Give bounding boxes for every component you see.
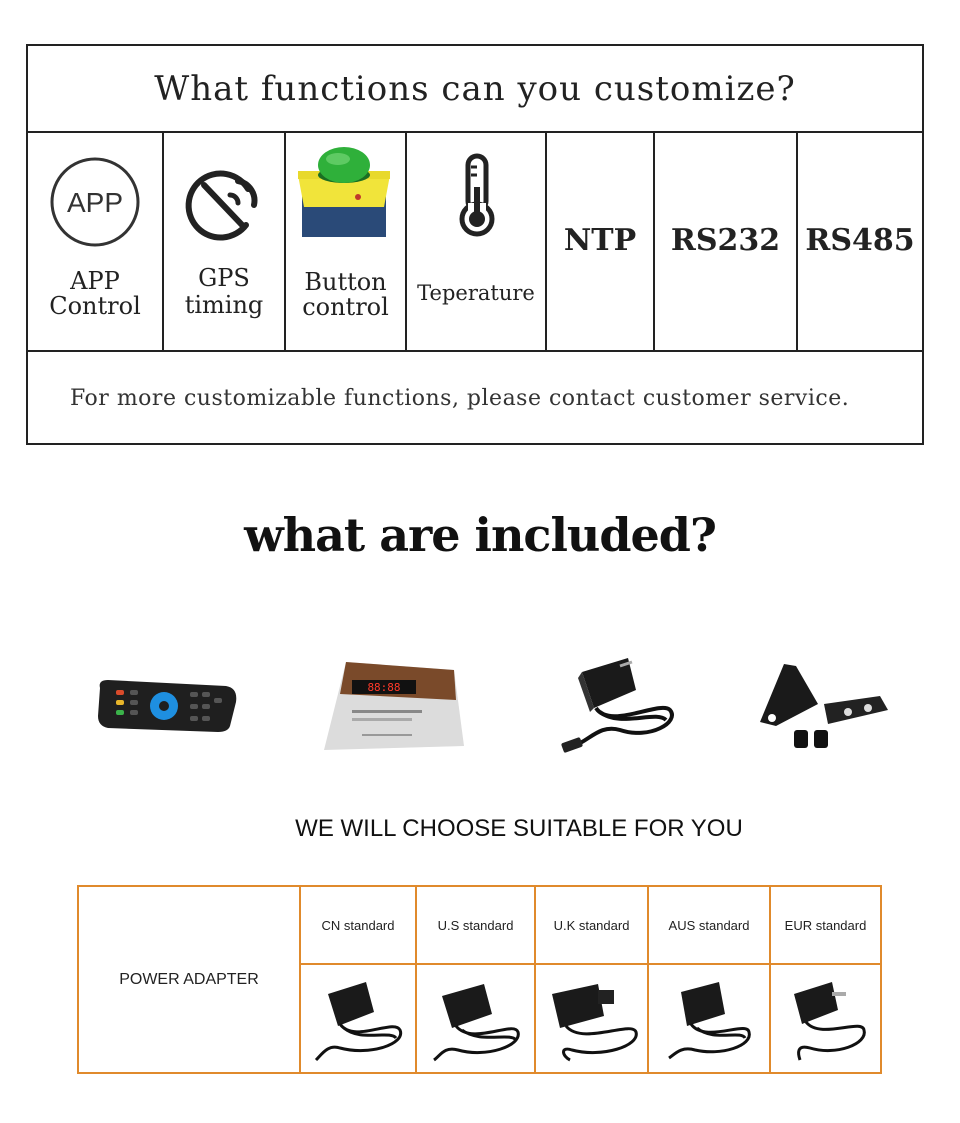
- gps-icon: [184, 165, 266, 247]
- uk-adapter-icon: [542, 974, 642, 1066]
- remote-control-icon: [94, 676, 240, 734]
- adapter-standard-label: U.S standard: [417, 887, 534, 965]
- function-label-line: Teperature: [417, 281, 535, 305]
- function-rs232: [655, 133, 798, 350]
- function-label: RS485: [805, 223, 915, 258]
- adapter-col-us: [417, 887, 536, 1072]
- adapter-standard-label: AUS standard: [649, 887, 769, 965]
- function-rs485: [798, 133, 922, 350]
- power-adapter-table: [77, 885, 882, 1074]
- us-adapter-icon: [428, 974, 524, 1066]
- adapter-standard-label: EUR standard: [771, 887, 880, 965]
- customize-title: What functions can you customize?: [28, 46, 922, 133]
- adapter-standard-label: U.K standard: [536, 887, 647, 965]
- function-label-line: Button: [304, 268, 387, 296]
- included-title: what are included?: [244, 508, 716, 562]
- adapter-col-eur: [771, 887, 880, 1072]
- mounting-bracket-icon: [756, 660, 892, 756]
- power-adapter-label: POWER ADAPTER: [119, 970, 259, 988]
- function-label: NTP: [563, 223, 637, 258]
- function-app-control: [28, 133, 164, 350]
- thermometer-icon: [457, 153, 497, 237]
- function-button-control: [286, 133, 407, 350]
- app-icon-text: APP: [66, 187, 124, 218]
- function-ntp: [547, 133, 655, 350]
- adapter-col-uk: [536, 887, 649, 1072]
- function-label-line: GPS: [198, 264, 250, 292]
- manual-display-text: 88:88: [367, 681, 401, 694]
- function-label-line: APP: [70, 267, 120, 295]
- function-label-line: timing: [184, 291, 264, 319]
- eur-adapter-icon: [780, 974, 872, 1066]
- customize-footer: [28, 352, 922, 445]
- power-adapter-icon: [560, 650, 684, 770]
- adapter-col-aus: [649, 887, 771, 1072]
- function-gps-timing: [164, 133, 286, 350]
- customize-functions-row: [28, 133, 922, 352]
- manual-icon: [322, 658, 466, 752]
- function-label-line: Control: [49, 292, 141, 320]
- app-icon: [48, 155, 142, 249]
- customize-table: [26, 44, 924, 445]
- push-button-icon: [296, 141, 392, 239]
- choose-text: WE WILL CHOOSE SUITABLE FOR YOU: [295, 815, 743, 842]
- adapter-standard-label: CN standard: [301, 887, 415, 965]
- aus-adapter-icon: [661, 974, 757, 1066]
- cn-adapter-icon: [310, 974, 406, 1066]
- customize-footer-text: For more customizable functions, please contact customer service.: [70, 386, 850, 411]
- adapter-col-cn: [301, 887, 417, 1072]
- function-label-line: control: [302, 293, 389, 321]
- power-adapter-label-cell: [79, 887, 301, 1072]
- function-label: RS232: [670, 223, 781, 258]
- function-temperature: [407, 133, 547, 350]
